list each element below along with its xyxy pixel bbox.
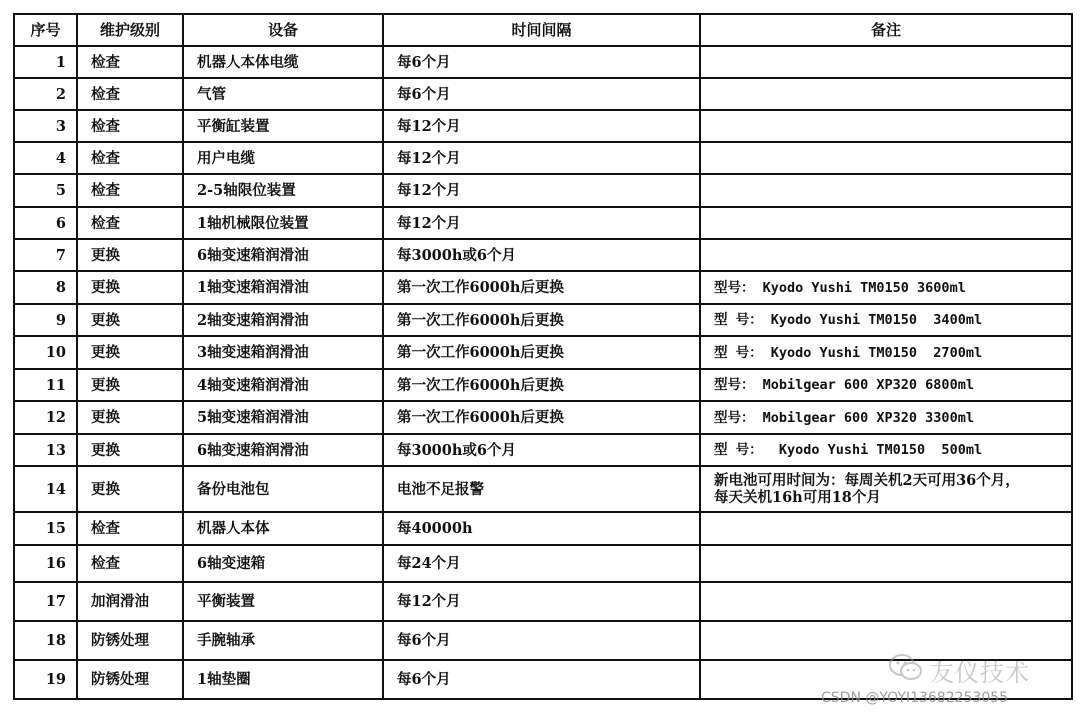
row-device: 1轴变速箱润滑油 [183, 271, 383, 304]
row-number: 1 [14, 46, 77, 78]
row-note [700, 369, 1072, 401]
table-row [14, 582, 1072, 621]
row-interval: 每24个月 [383, 545, 700, 582]
note-text: 型号： Mobilgear 600 XP320 3300ml [714, 409, 974, 426]
row-interval: 电池不足报警 [383, 466, 700, 512]
row-interval: 每40000h [383, 512, 700, 545]
row-note [700, 401, 1072, 434]
row-level: 更换 [77, 369, 183, 401]
row-number: 8 [14, 271, 77, 304]
row-note [700, 304, 1072, 336]
table-row [14, 142, 1072, 174]
table-row [14, 78, 1072, 110]
table-row [14, 271, 1072, 304]
row-number: 12 [14, 401, 77, 434]
row-note [700, 545, 1072, 582]
watermark-badge [888, 652, 1058, 688]
header-no: 序号 [14, 14, 77, 46]
row-interval: 每12个月 [383, 582, 700, 621]
row-interval: 每6个月 [383, 660, 700, 699]
row-level: 检查 [77, 110, 183, 142]
row-level: 检查 [77, 78, 183, 110]
row-number: 4 [14, 142, 77, 174]
row-note [700, 174, 1072, 207]
row-device: 机器人本体电缆 [183, 46, 383, 78]
header-level: 维护级别 [77, 14, 183, 46]
row-number: 13 [14, 434, 77, 466]
table-row [14, 46, 1072, 78]
row-device: 5轴变速箱润滑油 [183, 401, 383, 434]
row-level: 检查 [77, 207, 183, 239]
note-text: 型 号： Kyodo Yushi TM0150 2700ml [714, 344, 983, 361]
row-device: 用户电缆 [183, 142, 383, 174]
row-level: 更换 [77, 271, 183, 304]
row-device: 3轴变速箱润滑油 [183, 336, 383, 369]
note-line: 每天关机16h可用18个月 [714, 489, 881, 506]
row-interval: 每12个月 [383, 110, 700, 142]
row-device: 备份电池包 [183, 466, 383, 512]
row-device: 机器人本体 [183, 512, 383, 545]
row-level: 检查 [77, 174, 183, 207]
row-device: 6轴变速箱润滑油 [183, 239, 383, 271]
header-row [14, 14, 1072, 46]
row-device: 6轴变速箱润滑油 [183, 434, 383, 466]
row-device: 2轴变速箱润滑油 [183, 304, 383, 336]
row-level: 更换 [77, 401, 183, 434]
row-number: 17 [14, 582, 77, 621]
row-note [700, 434, 1072, 466]
row-note [700, 78, 1072, 110]
row-note [700, 466, 1072, 512]
table-row [14, 512, 1072, 545]
row-level: 检查 [77, 46, 183, 78]
row-interval: 第一次工作6000h后更换 [383, 336, 700, 369]
row-note [700, 582, 1072, 621]
row-level: 更换 [77, 466, 183, 512]
maintenance-table [13, 13, 1073, 700]
row-level: 检查 [77, 545, 183, 582]
wechat-icon [888, 653, 924, 687]
row-number: 10 [14, 336, 77, 369]
row-note [700, 512, 1072, 545]
row-interval: 每6个月 [383, 78, 700, 110]
row-level: 更换 [77, 304, 183, 336]
row-device: 平衡缸装置 [183, 110, 383, 142]
header-interval: 时间间隔 [383, 14, 700, 46]
row-level: 更换 [77, 434, 183, 466]
table-row [14, 239, 1072, 271]
table-row [14, 369, 1072, 401]
row-device: 平衡装置 [183, 582, 383, 621]
header-note: 备注 [700, 14, 1072, 46]
row-number: 7 [14, 239, 77, 271]
table-row [14, 466, 1072, 512]
row-number: 18 [14, 621, 77, 660]
row-note [700, 110, 1072, 142]
note-text: 型 号： Kyodo Yushi TM0150 500ml [714, 442, 983, 458]
row-number: 11 [14, 369, 77, 401]
row-number: 2 [14, 78, 77, 110]
row-number: 14 [14, 466, 77, 512]
row-interval: 第一次工作6000h后更换 [383, 369, 700, 401]
row-note [700, 46, 1072, 78]
row-interval: 第一次工作6000h后更换 [383, 271, 700, 304]
row-interval: 每12个月 [383, 207, 700, 239]
row-note [700, 207, 1072, 239]
row-interval: 每6个月 [383, 46, 700, 78]
row-note [700, 142, 1072, 174]
row-number: 9 [14, 304, 77, 336]
row-level: 检查 [77, 142, 183, 174]
row-note [700, 271, 1072, 304]
row-level: 加润滑油 [77, 582, 183, 621]
row-level: 检查 [77, 512, 183, 545]
row-interval: 第一次工作6000h后更换 [383, 304, 700, 336]
table-row [14, 304, 1072, 336]
row-level: 更换 [77, 336, 183, 369]
row-device: 6轴变速箱 [183, 545, 383, 582]
row-number: 6 [14, 207, 77, 239]
row-interval: 每12个月 [383, 174, 700, 207]
row-number: 5 [14, 174, 77, 207]
row-note [700, 336, 1072, 369]
table-body [14, 46, 1072, 699]
row-level: 防锈处理 [77, 660, 183, 699]
row-device: 4轴变速箱润滑油 [183, 369, 383, 401]
row-number: 16 [14, 545, 77, 582]
row-device: 1轴机械限位装置 [183, 207, 383, 239]
row-level: 更换 [77, 239, 183, 271]
watermark-credit: CSDN @YOYI13682253055 [821, 690, 1009, 706]
row-device: 1轴垫圈 [183, 660, 383, 699]
row-interval: 每3000h或6个月 [383, 434, 700, 466]
row-interval: 每12个月 [383, 142, 700, 174]
table-row [14, 174, 1072, 207]
note-text: 型 号： Kyodo Yushi TM0150 3400ml [714, 312, 983, 328]
row-number: 15 [14, 512, 77, 545]
maintenance-schedule [13, 13, 1071, 700]
row-device: 2-5轴限位装置 [183, 174, 383, 207]
table-row [14, 207, 1072, 239]
row-device: 气管 [183, 78, 383, 110]
row-interval: 每6个月 [383, 621, 700, 660]
row-interval: 第一次工作6000h后更换 [383, 401, 700, 434]
row-note [700, 239, 1072, 271]
watermark-brand: 友仪技术 [930, 658, 1030, 687]
row-device: 手腕轴承 [183, 621, 383, 660]
note-line: 新电池可用时间为：每周关机2天可用36个月， [714, 472, 1020, 489]
table-row [14, 434, 1072, 466]
row-number: 19 [14, 660, 77, 699]
table-row [14, 545, 1072, 582]
header-device: 设备 [183, 14, 383, 46]
table-row [14, 110, 1072, 142]
note-text: 型号： Mobilgear 600 XP320 6800ml [714, 377, 974, 393]
row-interval: 每3000h或6个月 [383, 239, 700, 271]
table-row [14, 336, 1072, 369]
row-number: 3 [14, 110, 77, 142]
note-text: 型号： Kyodo Yushi TM0150 3600ml [714, 279, 966, 296]
row-level: 防锈处理 [77, 621, 183, 660]
table-row [14, 401, 1072, 434]
